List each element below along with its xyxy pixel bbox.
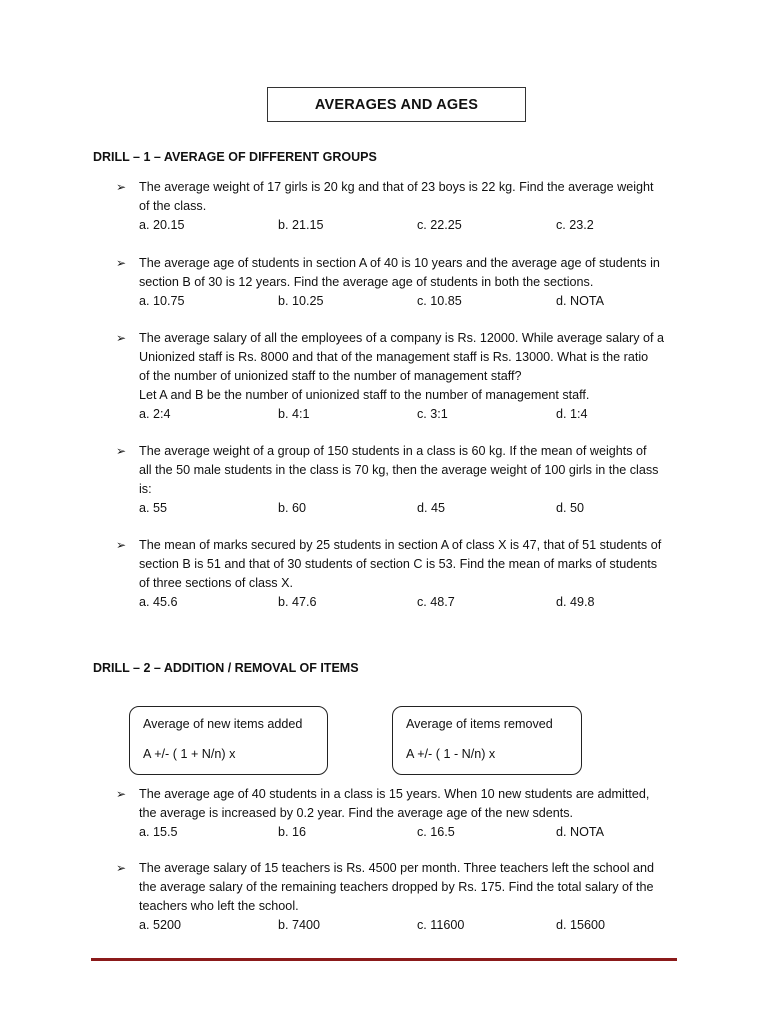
answer-option: d. 15600 xyxy=(556,918,606,932)
question xyxy=(116,178,676,235)
answer-option: d. 50 xyxy=(556,501,585,515)
answer-options xyxy=(139,593,676,612)
answer-option: b. 60 xyxy=(278,501,307,515)
bullet-arrow-icon: ➢ xyxy=(116,861,127,875)
answer-option: c. 3:1 xyxy=(417,407,448,421)
bullet-arrow-icon: ➢ xyxy=(116,331,127,345)
question-text xyxy=(139,442,676,499)
question-line: The mean of marks secured by 25 students in section A of class X is 47, that of 51 students of xyxy=(139,538,662,552)
answer-options xyxy=(139,823,676,842)
answer-option: c. 16.5 xyxy=(417,825,455,839)
drill-2-heading: DRILL – 2 – ADDITION / REMOVAL OF ITEMS xyxy=(93,661,359,675)
bullet-arrow-icon: ➢ xyxy=(116,787,127,801)
bullet-arrow-icon: ➢ xyxy=(116,538,127,552)
answer-option: c. 11600 xyxy=(417,918,465,932)
question xyxy=(116,329,676,424)
question-text xyxy=(139,254,676,292)
question-line: The average weight of 17 girls is 20 kg and that of 23 boys is 22 kg. Find the average weight xyxy=(139,180,654,194)
answer-option: c. 23.2 xyxy=(556,218,594,232)
question-line: of three sections of class X. xyxy=(139,576,293,590)
question-line: The average age of 40 students in a class is 15 years. When 10 new students are admitted, xyxy=(139,787,650,801)
bullet-arrow-icon: ➢ xyxy=(116,444,127,458)
answer-option: b. 4:1 xyxy=(278,407,310,421)
bullet-arrow-icon: ➢ xyxy=(116,256,127,270)
answer-option: a. 55 xyxy=(139,501,168,515)
question-line: The average salary of all the employees of a company is Rs. 12000. While average salary of a xyxy=(139,331,665,345)
answer-option: d. 49.8 xyxy=(556,595,595,609)
question-line: The average weight of a group of 150 students in a class is 60 kg. If the mean of weights of xyxy=(139,444,647,458)
question xyxy=(116,254,676,311)
bullet-arrow-icon: ➢ xyxy=(116,180,127,194)
question-line: section B is 51 and that of 30 students of section C is 53. Find the mean of marks of students xyxy=(139,557,658,571)
answer-option: a. 15.5 xyxy=(139,825,178,839)
question-line: the average salary of the remaining teachers dropped by Rs. 175. Find the total salary of the xyxy=(139,880,654,894)
answer-options xyxy=(139,499,676,518)
answer-options xyxy=(139,405,676,424)
formula-expression: A +/- ( 1 + N/n) x xyxy=(143,747,236,761)
question-line: of the number of unionized staff to the number of management staff? xyxy=(139,369,522,383)
answer-options xyxy=(139,916,676,935)
answer-option: d. NOTA xyxy=(556,825,605,839)
question-text xyxy=(139,329,676,405)
answer-option: d. 45 xyxy=(417,501,446,515)
answer-option: d. NOTA xyxy=(556,294,605,308)
answer-option: b. 21.15 xyxy=(278,218,324,232)
question-line: The average age of students in section A of 40 is 10 years and the average age of students in xyxy=(139,256,660,270)
question xyxy=(116,536,676,612)
question-line: section B of 30 is 12 years. Find the average age of students in both the sections. xyxy=(139,275,594,289)
footer-rule xyxy=(91,958,677,961)
question-line: is: xyxy=(139,482,152,496)
question-text xyxy=(139,536,676,593)
question-text xyxy=(139,785,676,823)
question-line: Unionized staff is Rs. 8000 and that of the management staff is Rs. 13000. What is the ratio xyxy=(139,350,649,364)
formula-expression: A +/- ( 1 - N/n) x xyxy=(406,747,496,761)
question xyxy=(116,442,676,518)
answer-option: a. 10.75 xyxy=(139,294,185,308)
answer-option: a. 5200 xyxy=(139,918,182,932)
question-line: of the class. xyxy=(139,199,207,213)
question-line: teachers who left the school. xyxy=(139,899,299,913)
question-line: Let A and B be the number of unionized staff to the number of management staff. xyxy=(139,388,590,402)
question-text xyxy=(139,178,676,216)
question-line: the average is increased by 0.2 year. Find the average age of the new sdents. xyxy=(139,806,574,820)
question xyxy=(116,785,676,842)
question xyxy=(116,859,676,935)
answer-option: b. 10.25 xyxy=(278,294,324,308)
answer-option: c. 10.85 xyxy=(417,294,462,308)
answer-option: b. 47.6 xyxy=(278,595,317,609)
drill-1-heading: DRILL – 1 – AVERAGE OF DIFFERENT GROUPS xyxy=(93,150,377,164)
answer-option: c. 48.7 xyxy=(417,595,455,609)
formula-box-added xyxy=(129,706,328,775)
answer-options xyxy=(139,216,676,235)
formula-title: Average of new items added xyxy=(143,717,303,731)
answer-option: a. 45.6 xyxy=(139,595,178,609)
page-title: AVERAGES AND AGES xyxy=(267,87,526,122)
answer-option: b. 7400 xyxy=(278,918,321,932)
question-text xyxy=(139,859,676,916)
answer-option: a. 2:4 xyxy=(139,407,171,421)
question-line: all the 50 male students in the class is 70 kg, then the average weight of 100 girls in the class xyxy=(139,463,659,477)
question-line: The average salary of 15 teachers is Rs. 4500 per month. Three teachers left the school and xyxy=(139,861,655,875)
answer-option: a. 20.15 xyxy=(139,218,185,232)
answer-option: b. 16 xyxy=(278,825,307,839)
answer-options xyxy=(139,292,676,311)
answer-option: c. 22.25 xyxy=(417,218,462,232)
formula-title: Average of items removed xyxy=(406,717,553,731)
answer-option: d. 1:4 xyxy=(556,407,588,421)
formula-box-removed xyxy=(392,706,582,775)
